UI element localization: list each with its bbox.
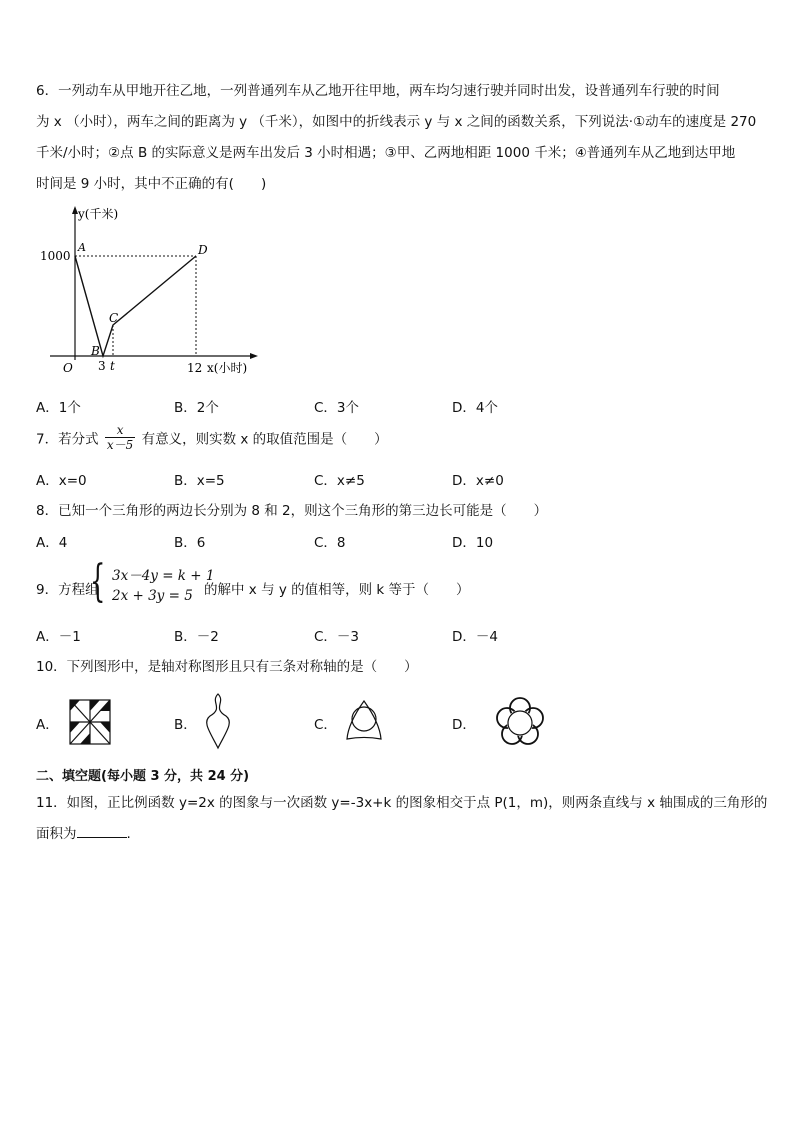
q9-brace: {	[90, 556, 106, 607]
q9-option-b[interactable]: B．－2	[174, 629, 219, 645]
question-11-line-2	[36, 822, 131, 842]
q6-option-a[interactable]: A．1个	[36, 400, 81, 416]
q10-figure-b-vase-icon[interactable]	[204, 692, 232, 750]
q10-option-b-label[interactable]: B．	[174, 717, 197, 733]
q6-option-c[interactable]: C．3个	[314, 400, 360, 416]
x-axis-arrow	[250, 353, 258, 359]
x-axis-label: x(小时)	[207, 361, 248, 375]
section-2-heading: 二、填空题(每小题 3 分，共 24 分)	[36, 769, 250, 784]
q9-option-a[interactable]: A．－1	[36, 629, 81, 645]
point-a-label: A	[78, 241, 86, 254]
graph-polyline	[75, 256, 196, 356]
origin-label: O	[63, 361, 73, 375]
question-7-text	[36, 423, 388, 452]
q6-option-b[interactable]: B．2个	[174, 400, 219, 416]
point-d-label: D	[198, 243, 208, 257]
q9-equation-1: 3x－4y = k + 1	[112, 568, 215, 584]
q8-option-d[interactable]: D．10	[452, 535, 494, 551]
y-tick-1000: 1000	[40, 249, 71, 263]
q10-option-c-label[interactable]: C．	[314, 717, 337, 733]
q7-fraction-numerator: x	[105, 423, 135, 438]
q7-suffix: 有意义，则实数 x 的取值范围是（ ）	[141, 431, 388, 448]
x-tick-3: 3	[98, 359, 106, 373]
q7-fraction-denominator: x－5	[106, 438, 134, 452]
q6-line-1: 6．一列动车从甲地开往乙地，一列普通列车从乙地开往甲地，两车均匀速行驶并同时出发，设普通列车行驶的时间	[36, 83, 720, 99]
q6-option-d[interactable]: D．4个	[452, 400, 498, 416]
q7-fraction	[105, 423, 135, 452]
q7-prefix: 7．若分式	[36, 431, 99, 448]
q9-suffix: 的解中 x 与 y 的值相等，则 k 等于（ ）	[204, 582, 470, 598]
question-6-text	[36, 76, 758, 200]
q10-option-a-label[interactable]: A．	[36, 717, 59, 733]
question-10-text: 10．下列图形中，是轴对称图形且只有三条对称轴的是（ ）	[36, 659, 418, 675]
q6-line-4: 时间是 9 小时，其中不正确的有( )	[36, 176, 267, 192]
q9-equation-2: 2x + 3y = 5	[112, 588, 193, 604]
q8-option-c[interactable]: C．8	[314, 535, 346, 551]
question-11-line-1: 11．如图，正比例函数 y=2x 的图象与一次函数 y=-3x+k 的图象相交于点 P(1，m)，则两条直线与 x 轴围成的三角形的	[36, 795, 768, 811]
x-tick-t: t	[110, 359, 115, 373]
q8-option-a[interactable]: A．4	[36, 535, 68, 551]
q9-option-d[interactable]: D．－4	[452, 629, 498, 645]
q9-prefix: 9．方程组	[36, 582, 99, 598]
q10-option-d-label[interactable]: D．	[452, 717, 476, 733]
point-c-label: C	[109, 311, 119, 325]
q6-distance-time-graph	[36, 200, 266, 380]
q6-line-3: 千米/小时；②点 B 的实际意义是两车出发后 3 小时相遇；③甲、乙两地相距 1000 千米；④普通列车从乙地到达甲地	[36, 145, 736, 161]
q6-line-2: 为 x （小时），两车之间的距离为 y （千米），如图中的折线表示 y 与 x 之间的函数关系，下列说法·①动车的速度是 270	[36, 114, 757, 130]
q10-figure-c-triquetra-icon[interactable]	[344, 697, 384, 743]
q8-option-b[interactable]: B．6	[174, 535, 206, 551]
q7-option-b[interactable]: B．x=5	[174, 473, 225, 489]
q11-line-2-prefix: 面积为	[36, 826, 77, 842]
q9-option-c[interactable]: C．－3	[314, 629, 360, 645]
point-b-label: B	[91, 344, 100, 358]
q11-line-2-suffix: .	[126, 826, 131, 842]
y-axis-label: y(千米)	[78, 207, 119, 221]
q7-option-c[interactable]: C．x≠5	[314, 473, 365, 489]
q7-option-d[interactable]: D．x≠0	[452, 473, 504, 489]
q10-figure-d-flower-icon[interactable]	[494, 696, 546, 748]
x-tick-12: 12	[187, 361, 203, 375]
question-8-text: 8．已知一个三角形的两边长分别为 8 和 2，则这个三角形的第三边长可能是（ ）	[36, 503, 548, 519]
q11-answer-blank[interactable]	[77, 823, 127, 838]
q10-figure-a-pinwheel-icon[interactable]	[68, 698, 112, 746]
q7-option-a[interactable]: A．x=0	[36, 473, 87, 489]
